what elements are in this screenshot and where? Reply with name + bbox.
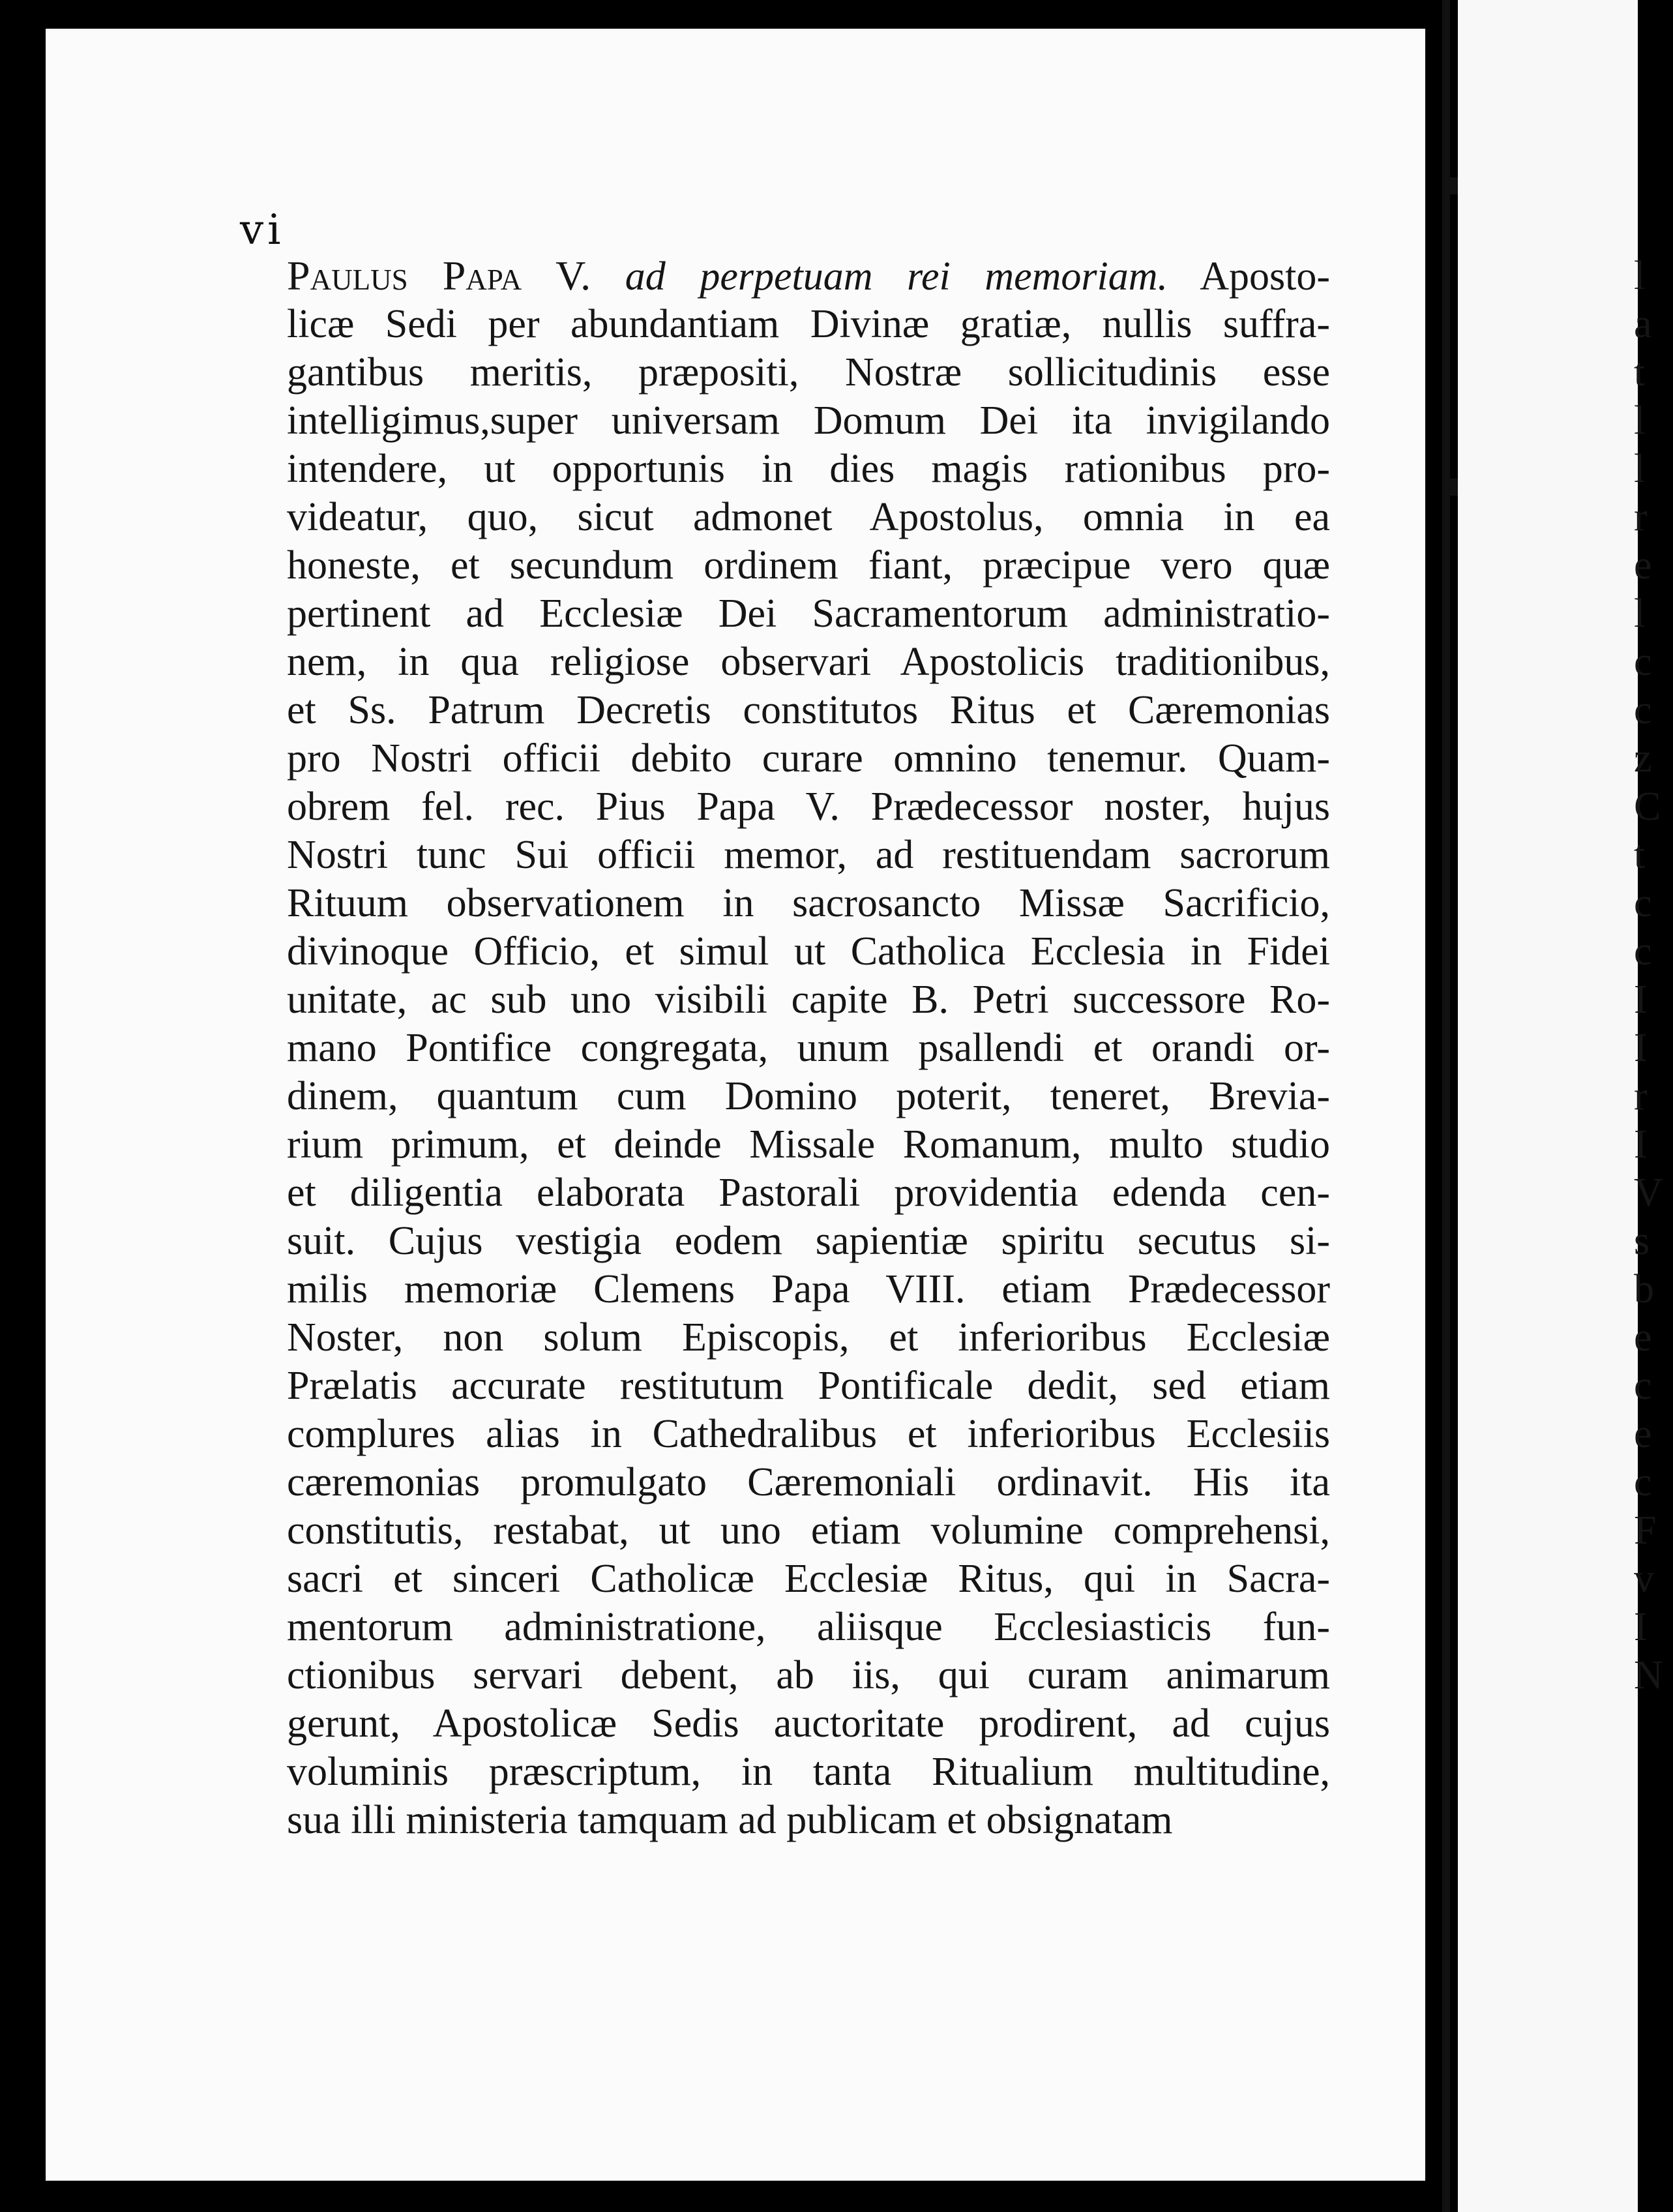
facing-page-letter: c (1634, 688, 1652, 732)
text-line-first (287, 252, 1330, 300)
text-line: et Ss. Patrum Decretis constitutos Ritus et Cæremonias (287, 688, 1330, 732)
text-line: gantibus meritis, præpositi, Nostræ sollicitudinis esse (287, 350, 1330, 395)
text-line: mentorum administratione, aliisque Ecclesiasticis fun- (287, 1605, 1330, 1649)
text-line: Prælatis accurate restitutum Pontificale dedit, sed etiam (287, 1364, 1330, 1408)
facing-page-letter: c (1634, 929, 1652, 974)
facing-page-text-fragments (1634, 252, 1673, 1699)
text-line: et diligentia elaborata Pastorali providentia edenda cen- (287, 1171, 1330, 1215)
text-line: unitate, ac sub uno visibili capite B. Petri successore Ro- (287, 978, 1330, 1022)
text-line-last: sua illi ministeria tamquam ad publicam et obsignatam (287, 1798, 1173, 1842)
latin-text-block (287, 252, 1330, 1844)
text-line: Nostri tunc Sui officii memor, ad restituendam sacrorum (287, 833, 1330, 877)
facing-page-letter: e (1634, 543, 1652, 588)
text-line: honeste, et secundum ordinem fiant, præcipue vero quæ (287, 543, 1330, 588)
facing-page-letter: l (1634, 591, 1646, 636)
facing-page-letter: I (1634, 1026, 1648, 1070)
gutter-mark (1449, 479, 1458, 496)
facing-page-letter: c (1634, 1460, 1652, 1504)
text-line-1: Aposto- (1168, 254, 1331, 299)
text-line: Rituum observationem in sacrosancto Missæ Sacrificio, (287, 881, 1330, 925)
author-name: Paulus Papa V. (287, 252, 591, 299)
text-line: nem, in qua religiose observari Apostolicis traditionibus, (287, 640, 1330, 684)
facing-page (1458, 0, 1638, 2212)
facing-page-letter: s (1634, 1219, 1650, 1263)
facing-page-letter: r (1634, 495, 1648, 539)
page-gutter (1442, 0, 1450, 2212)
page-number: vi (240, 206, 285, 254)
facing-page-letter: t (1634, 833, 1646, 877)
facing-page-letter: a (1634, 302, 1652, 346)
facing-page-letter: c (1634, 1364, 1652, 1408)
italic-phrase: ad perpetuam rei memoriam. (625, 254, 1168, 299)
text-line: ctionibus servari debent, ab iis, qui curam animarum (287, 1653, 1330, 1697)
text-line: divinoque Officio, et simul ut Catholica Ecclesia in Fidei (287, 929, 1330, 974)
facing-page-letter: e (1634, 1412, 1652, 1456)
gutter-mark (1449, 177, 1458, 194)
text-line: constitutis, restabat, ut uno etiam volumine comprehensi, (287, 1508, 1330, 1553)
text-line: sacri et sinceri Catholicæ Ecclesiæ Ritus, qui in Sacra- (287, 1557, 1330, 1601)
text-line: dinem, quantum cum Domino poterit, teneret, Brevia- (287, 1074, 1330, 1118)
facing-page-letter: C (1634, 785, 1661, 829)
facing-page-letter: z (1634, 736, 1652, 781)
facing-page-letter: N (1634, 1653, 1663, 1697)
facing-page-letter: I (1634, 1605, 1648, 1649)
text-line: voluminis præscriptum, in tanta Ritualium multitudine, (287, 1750, 1330, 1794)
facing-page-letter: l (1634, 447, 1646, 491)
facing-page-letter: I (1634, 978, 1648, 1022)
text-line: obrem fel. rec. Pius Papa V. Prædecessor noster, hujus (287, 785, 1330, 829)
text-line: Noster, non solum Episcopis, et inferioribus Ecclesiæ (287, 1315, 1330, 1360)
text-line: mano Pontifice congregata, unum psallendi et orandi or- (287, 1026, 1330, 1070)
facing-page-letter: e (1634, 1315, 1652, 1360)
text-line: rium primum, et deinde Missale Romanum, multo studio (287, 1122, 1330, 1167)
facing-page-letter: v (1634, 1557, 1654, 1601)
facing-page-letter: I (1634, 1122, 1648, 1167)
text-line: videatur, quo, sicut admonet Apostolus, omnia in ea (287, 495, 1330, 539)
facing-page-letter: V (1634, 1171, 1663, 1215)
text-line: gerunt, Apostolicæ Sedis auctoritate prodirent, ad cujus (287, 1701, 1330, 1746)
facing-page-letter: t (1634, 350, 1646, 395)
text-line: pertinent ad Ecclesiæ Dei Sacramentorum administratio- (287, 591, 1330, 636)
text-line: cæremonias promulgato Cæremoniali ordinavit. His ita (287, 1460, 1330, 1504)
facing-page-letter: l (1634, 254, 1646, 298)
text-line: licæ Sedi per abundantiam Divinæ gratiæ, nullis suffra- (287, 302, 1330, 346)
facing-page-letter: b (1634, 1267, 1654, 1311)
facing-page-letter: c (1634, 640, 1652, 684)
text-line: suit. Cujus vestigia eodem sapientiæ spiritu secutus si- (287, 1219, 1330, 1263)
facing-page-letter: r (1634, 1074, 1648, 1118)
facing-page-letter: l (1634, 398, 1646, 443)
text-line: complures alias in Cathedralibus et inferioribus Ecclesiis (287, 1412, 1330, 1456)
text-line: intelligimus,super universam Domum Dei ita invigilando (287, 398, 1330, 443)
facing-page-letter: F (1634, 1508, 1657, 1553)
facing-page-letter: c (1634, 881, 1652, 925)
text-line: milis memoriæ Clemens Papa VIII. etiam Prædecessor (287, 1267, 1330, 1311)
text-line: intendere, ut opportunis in dies magis rationibus pro- (287, 447, 1330, 491)
text-line: pro Nostri officii debito curare omnino tenemur. Quam- (287, 736, 1330, 781)
